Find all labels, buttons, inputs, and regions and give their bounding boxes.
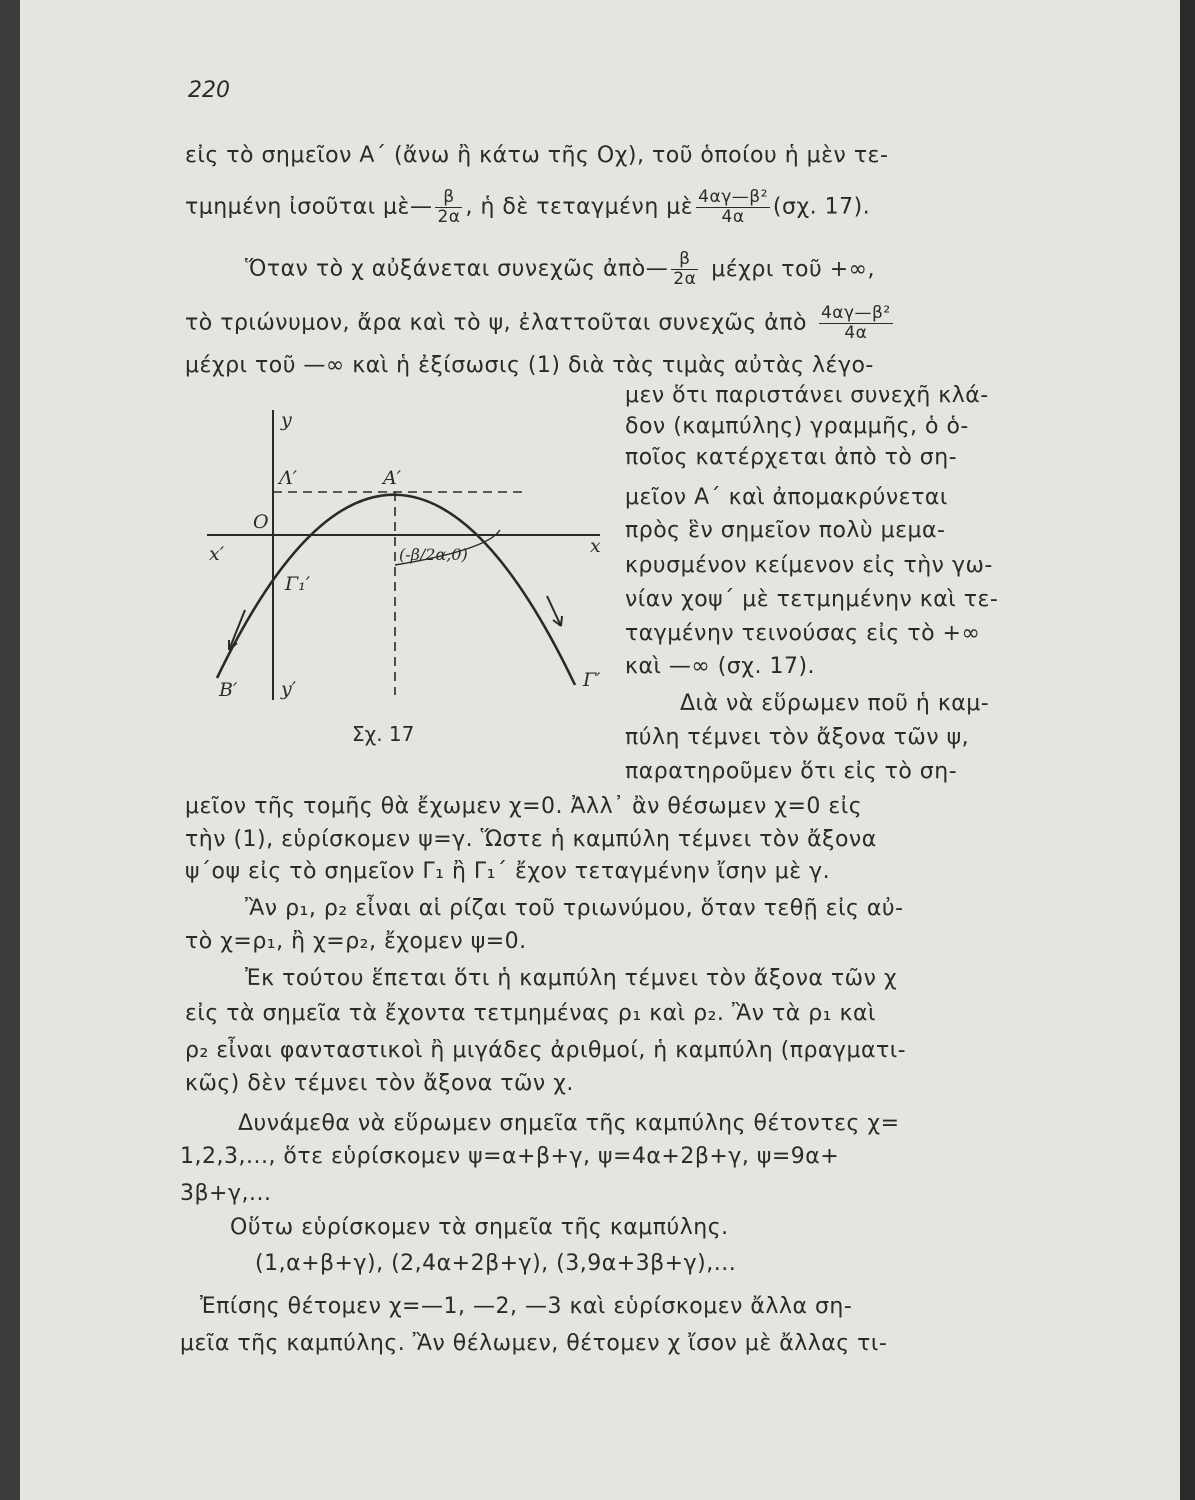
text-line: μέχρι τοῦ —∞ καὶ ἡ ἐξίσωσις (1) διὰ τὰς τιμὰς αὐτὰς λέγο-	[185, 353, 874, 378]
text-line: Ἐπίσης θέτομεν χ=—1, —2, —3 καὶ εὑρίσκομεν ἄλλα ση-	[200, 1294, 853, 1319]
text-line: πρὸς ἓν σημεῖον πολὺ μεμα-	[625, 518, 946, 543]
text-line: κρυσμένον κείμενον εἰς τὴν γω-	[625, 553, 993, 578]
parabola-figure	[195, 400, 625, 730]
text-line: 3β+γ,...	[180, 1181, 272, 1206]
fraction-vertex	[696, 188, 770, 227]
label-y-prime: y′	[281, 678, 297, 700]
text-line: τὴν (1), εὑρίσκομεν ψ=γ. Ὥστε ἡ καμπύλη τέμνει τὸν ἄξονα	[185, 827, 877, 852]
text-line: 1,2,3,..., ὅτε εὑρίσκομεν ψ=α+β+γ, ψ=4α+2β+γ, ψ=9α+	[180, 1144, 840, 1169]
text-line-fractions	[185, 188, 870, 227]
text-segment: , ἡ δὲ τεταγμένη μὲ	[465, 194, 694, 220]
text-segment: Ὅταν τὸ χ αὐξάνεται συνεχῶς ἀπὸ—	[245, 256, 669, 282]
text-segment: μέχρι τοῦ +∞,	[711, 256, 875, 282]
fraction-denominator: 2α	[437, 207, 461, 227]
fraction-vertex	[819, 304, 893, 343]
label-gamma1-prime: Γ₁′	[285, 573, 311, 595]
text-segment: τὸ τριώνυμον, ἄρα καὶ τὸ ψ, ἐλαττοῦται συνεχῶς ἀπὸ	[185, 310, 807, 336]
text-line-fractions	[245, 250, 875, 289]
fraction-denominator: 4α	[844, 323, 868, 343]
text-line: μεν ὅτι παριστάνει συνεχῆ κλά-	[625, 383, 989, 408]
figure-caption: Σχ. 17	[352, 722, 415, 746]
page-number: 220	[188, 78, 230, 103]
fraction-numerator: 4αγ—β²	[820, 303, 891, 323]
label-gamma-prime: Γ′	[583, 669, 601, 691]
label-point-minus-b-2a: (-β/2α,0)	[399, 545, 468, 564]
text-line: παρατηροῦμεν ὅτι εἰς τὸ ση-	[625, 759, 958, 784]
text-line: ποῖος κατέρχεται ἀπὸ τὸ ση-	[625, 445, 958, 470]
text-line: μεῖον Α΄ καὶ ἀπομακρύνεται	[625, 485, 948, 510]
label-x: x	[590, 535, 601, 557]
text-line: μεῖα τῆς καμπύλης. Ἂν θέλωμεν, θέτομεν χ ἴσον μὲ ἄλλας τι-	[180, 1331, 888, 1356]
text-line: νίαν χοψ΄ μὲ τετμημένην καὶ τε-	[625, 587, 999, 612]
text-line: καὶ —∞ (σχ. 17).	[625, 654, 816, 679]
text-line-fractions	[185, 304, 896, 343]
fraction-numerator: β	[671, 250, 698, 270]
text-line: δον (καμπύλης) γραμμῆς, ὁ ὁ-	[625, 414, 969, 439]
text-line: μεῖον τῆς τομῆς θὰ ἔχωμεν χ=0. Ἀλλ᾽ ἂν θέσωμεν χ=0 εἰς	[185, 794, 863, 819]
text-line: Ἂν ρ₁, ρ₂ εἶναι αἱ ρίζαι τοῦ τριωνύμου, ὅταν τεθῇ εἰς αὐ-	[245, 896, 904, 921]
page-edge-shadow	[1180, 0, 1195, 1500]
text-line: τὸ χ=ρ₁, ἢ χ=ρ₂, ἔχομεν ψ=0.	[185, 929, 527, 954]
text-line: Οὕτω εὑρίσκομεν τὰ σημεῖα τῆς καμπύλης.	[230, 1215, 729, 1240]
fraction-denominator: 2α	[673, 269, 697, 289]
fraction-b-2a	[435, 188, 462, 227]
text-line: Διὰ νὰ εὕρωμεν ποῦ ἡ καμ-	[680, 691, 990, 716]
text-line: κῶς) δὲν τέμνει τὸν ἄξονα τῶν χ.	[185, 1071, 574, 1096]
label-origin: O	[253, 511, 269, 533]
text-segment: τμημένη ἰσοῦται μὲ—	[185, 194, 433, 220]
book-page	[20, 0, 1180, 1500]
text-line: εἰς τὰ σημεῖα τὰ ἔχοντα τετμημένας ρ₁ καὶ ρ₂. Ἂν τὰ ρ₁ καὶ	[185, 1001, 876, 1026]
text-line: ταγμένην τεινούσας εἰς τὸ +∞	[625, 621, 981, 646]
fraction-numerator: β	[435, 188, 462, 208]
label-vertex-a-prime: A′	[383, 467, 402, 489]
text-line: (1,α+β+γ), (2,4α+2β+γ), (3,9α+3β+γ),...	[255, 1251, 737, 1276]
text-line: ψ΄οψ εἰς τὸ σημεῖον Γ₁ ἢ Γ₁΄ ἔχον τεταγμένην ἴσην μὲ γ.	[185, 859, 831, 884]
parabola-curve	[217, 495, 575, 685]
fraction-numerator: 4αγ—β²	[698, 187, 768, 207]
fraction-b-2a	[671, 250, 698, 289]
label-b-prime: B′	[219, 679, 238, 701]
text-line: ρ₂ εἶναι φανταστικοὶ ἢ μιγάδες ἀριθμοί, ἡ καμπύλη (πραγματι-	[185, 1038, 907, 1063]
text-segment: (σχ. 17).	[772, 194, 871, 220]
text-line: πύλη τέμνει τὸν ἄξονα τῶν ψ,	[625, 725, 970, 750]
label-x-prime: x′	[209, 543, 225, 565]
text-line: Δυνάμεθα νὰ εὕρωμεν σημεῖα τῆς καμπύλης θέτοντες χ=	[238, 1111, 900, 1136]
text-line: εἰς τὸ σημεῖον Α΄ (ἄνω ἢ κάτω τῆς Οχ), τοῦ ὁποίου ἡ μὲν τε-	[185, 143, 889, 168]
label-y: y	[281, 409, 292, 431]
label-lambda-prime: Λ′	[279, 467, 298, 489]
fraction-denominator: 4α	[721, 207, 745, 227]
text-line: Ἐκ τούτου ἕπεται ὅτι ἡ καμπύλη τέμνει τὸν ἄξονα τῶν χ	[245, 966, 898, 991]
